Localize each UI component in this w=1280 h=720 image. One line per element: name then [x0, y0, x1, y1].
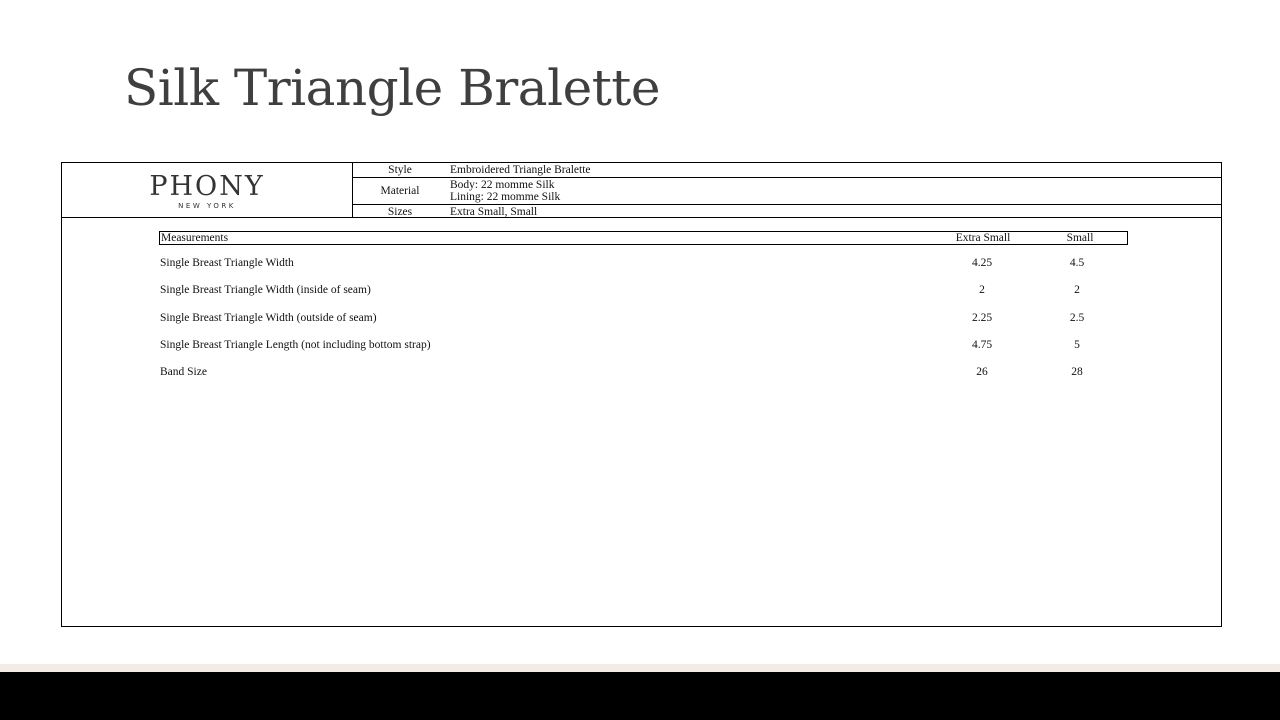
info-label-sizes: Sizes	[387, 205, 413, 218]
row-label: Single Breast Triangle Width	[160, 257, 294, 269]
page-title: Silk Triangle Bralette	[124, 59, 660, 117]
row-label: Single Breast Triangle Width (outside of seam)	[160, 312, 377, 324]
header-small: Small	[1066, 232, 1094, 244]
brand-name: PHONY	[149, 171, 265, 202]
info-value-line: Embroidered Triangle Bralette	[450, 164, 591, 176]
measurements-header	[159, 231, 1128, 245]
spec-sheet	[61, 162, 1222, 627]
info-label-style: Style	[388, 164, 412, 176]
row-value-small: 2.5	[1069, 312, 1085, 324]
table-row	[159, 366, 1128, 382]
row-label: Single Breast Triangle Length (not including bottom strap)	[160, 339, 431, 351]
table-row	[159, 284, 1128, 300]
info-row-material	[353, 178, 1221, 205]
row-value-extra-small: 2	[979, 284, 985, 296]
footer-accent-bar	[0, 664, 1280, 672]
row-value-small: 28	[1071, 366, 1083, 378]
row-value-small: 4.5	[1069, 257, 1085, 269]
header-divider	[62, 217, 1221, 218]
info-row-style	[353, 163, 1221, 178]
brand-logo	[62, 163, 353, 218]
row-value-extra-small: 2.25	[971, 312, 993, 324]
table-row	[159, 312, 1128, 328]
info-value-material	[450, 178, 560, 204]
row-value-extra-small: 4.75	[971, 339, 993, 351]
row-value-small: 2	[1074, 284, 1080, 296]
row-value-extra-small: 26	[976, 366, 988, 378]
row-value-extra-small: 4.25	[971, 257, 993, 269]
row-label: Single Breast Triangle Width (inside of seam)	[160, 284, 371, 296]
info-label-material: Material	[380, 185, 420, 197]
header-extra-small: Extra Small	[955, 232, 1011, 244]
header-measurements: Measurements	[161, 232, 229, 244]
brand-location: NEW YORK	[178, 202, 236, 210]
table-row	[159, 339, 1128, 355]
info-value-style	[450, 163, 591, 177]
row-value-small: 5	[1074, 339, 1080, 351]
row-label: Band Size	[160, 366, 207, 378]
info-value-line: Body: 22 momme Silk	[450, 179, 555, 191]
info-value-line: Extra Small, Small	[450, 205, 538, 218]
info-value-line: Lining: 22 momme Silk	[450, 191, 561, 203]
footer-black-bar	[0, 672, 1280, 720]
table-row	[159, 257, 1128, 273]
